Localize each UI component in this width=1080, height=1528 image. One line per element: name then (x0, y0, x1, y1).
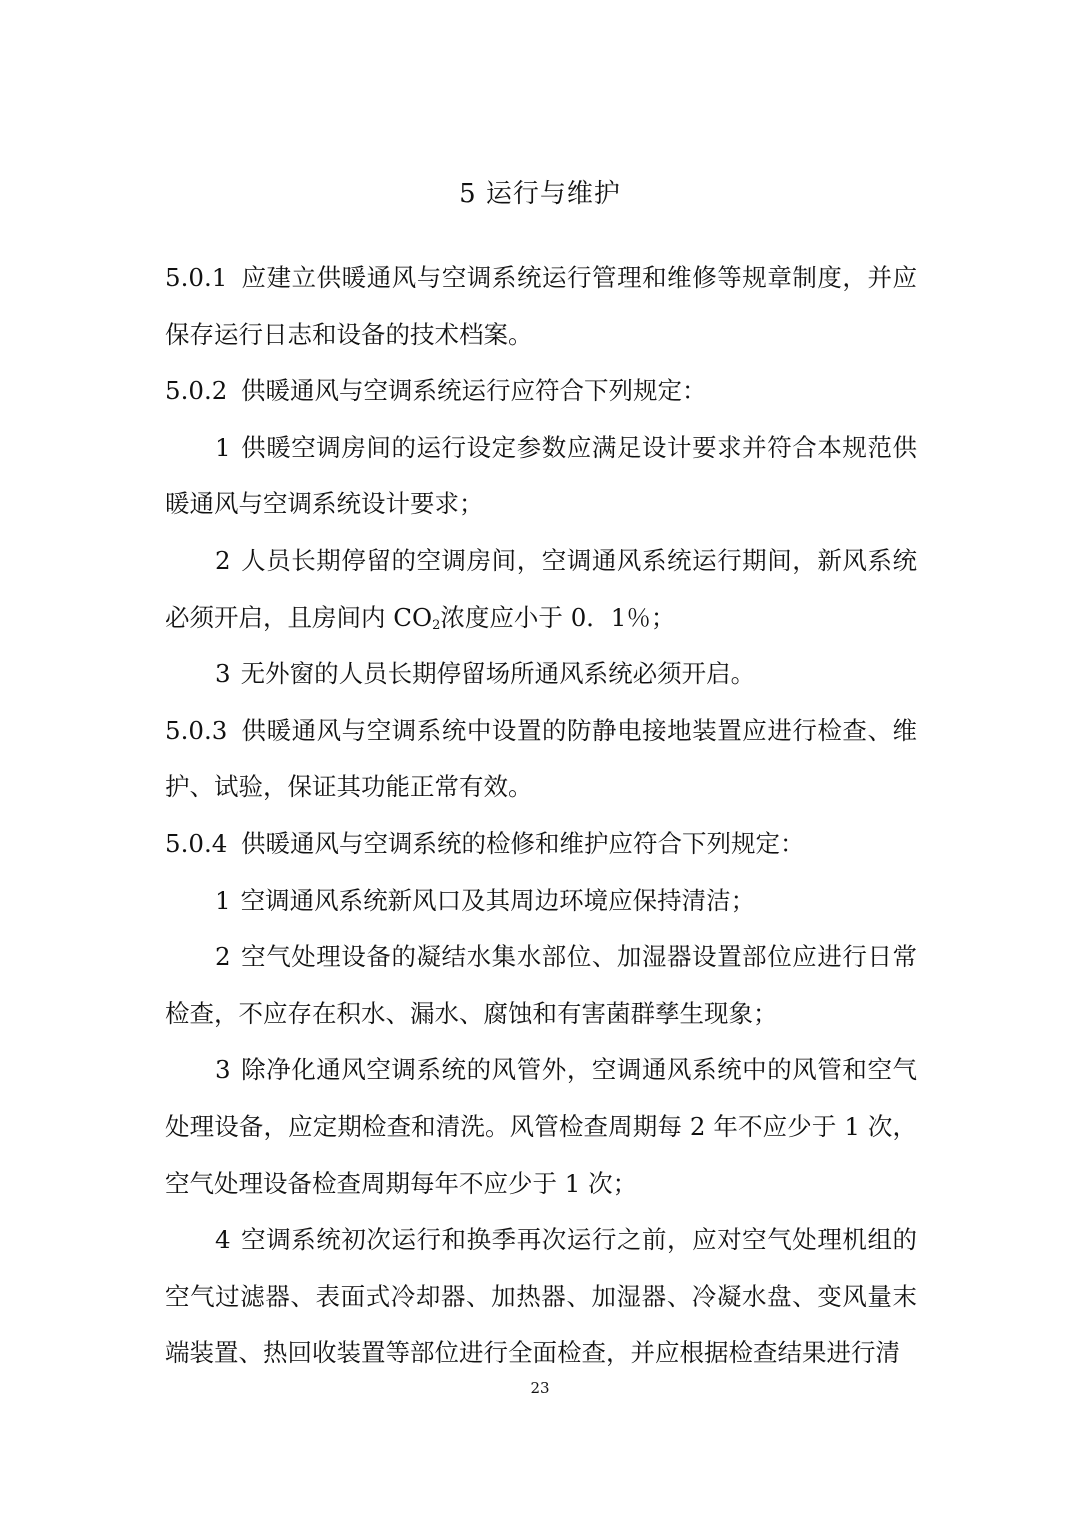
item-number: 2 (215, 942, 231, 972)
item-number: 2 (215, 545, 231, 575)
item-text: 空调通风系统新风口及其周边环境应保持清洁； (240, 885, 756, 915)
clause-number: 5.0.4 (165, 828, 228, 858)
clause-5-0-2 (165, 363, 917, 420)
clause-5-0-4 (165, 816, 917, 873)
clause-text: 供暖通风与空调系统中设置的防静电接地装置应进行检查、维护、试验，保证其功能正常有效。 (165, 715, 917, 802)
clause-5-0-2-item-1 (165, 420, 917, 533)
clause-5-0-4-item-4 (165, 1212, 917, 1382)
clause-5-0-4-item-2 (165, 929, 917, 1042)
clause-text: 供暖通风与空调系统的检修和维护应符合下列规定： (241, 828, 805, 858)
clause-5-0-1 (165, 250, 917, 363)
clause-text: 供暖通风与空调系统运行应符合下列规定： (241, 376, 707, 406)
document-body (165, 250, 917, 1382)
clause-number: 5.0.2 (165, 376, 228, 406)
clause-5-0-4-item-1 (165, 873, 917, 930)
item-text: 空调系统初次运行和换季再次运行之前，应对空气处理机组的空气过滤器、表面式冷却器、加热器、加湿器、冷凝水盘、变风量末端装置、热回收装置等部位进行全面检查，并应根据检查结果进行清 (165, 1225, 917, 1368)
item-text-continued: 浓度应小于 0．1％； (440, 602, 676, 632)
item-text: 人员长期停留的空调房间，空调通风系统运行期间，新风系统必须开启，且房间内 CO (165, 545, 917, 632)
item-number: 3 (215, 659, 231, 689)
clause-number: 5.0.1 (165, 263, 228, 292)
clause-5-0-3 (165, 703, 917, 816)
clause-5-0-2-item-2 (165, 533, 917, 646)
clause-text: 应建立供暖通风与空调系统运行管理和维修等规章制度，并应保存运行日志和设备的技术档案。 (165, 263, 917, 349)
co2-subscript: 2 (432, 617, 441, 633)
item-text: 空气处理设备的凝结水集水部位、加湿器设置部位应进行日常检查，不应存在积水、漏水、腐蚀和有害菌群孳生现象； (165, 942, 917, 1028)
item-number: 4 (215, 1225, 231, 1255)
item-number: 1 (215, 432, 231, 462)
item-text: 除净化通风空调系统的风管外，空调通风系统中的风管和空气处理设备，应定期检查和清洗。风管检查周期每 2 年不应少于 1 次，空气处理设备检查周期每年不应少于 1 次； (165, 1055, 917, 1198)
item-number: 3 (215, 1055, 231, 1085)
clause-5-0-4-item-3 (165, 1042, 917, 1212)
page-number: 23 (530, 1379, 550, 1397)
clause-number: 5.0.3 (165, 715, 228, 745)
item-text: 供暖空调房间的运行设定参数应满足设计要求并符合本规范供暖通风与空调系统设计要求； (165, 432, 917, 519)
clause-5-0-2-item-3 (165, 646, 917, 703)
item-number: 1 (215, 885, 231, 915)
item-text: 无外窗的人员长期停留场所通风系统必须开启。 (240, 659, 756, 689)
chapter-title: 5 运行与维护 (459, 179, 621, 209)
